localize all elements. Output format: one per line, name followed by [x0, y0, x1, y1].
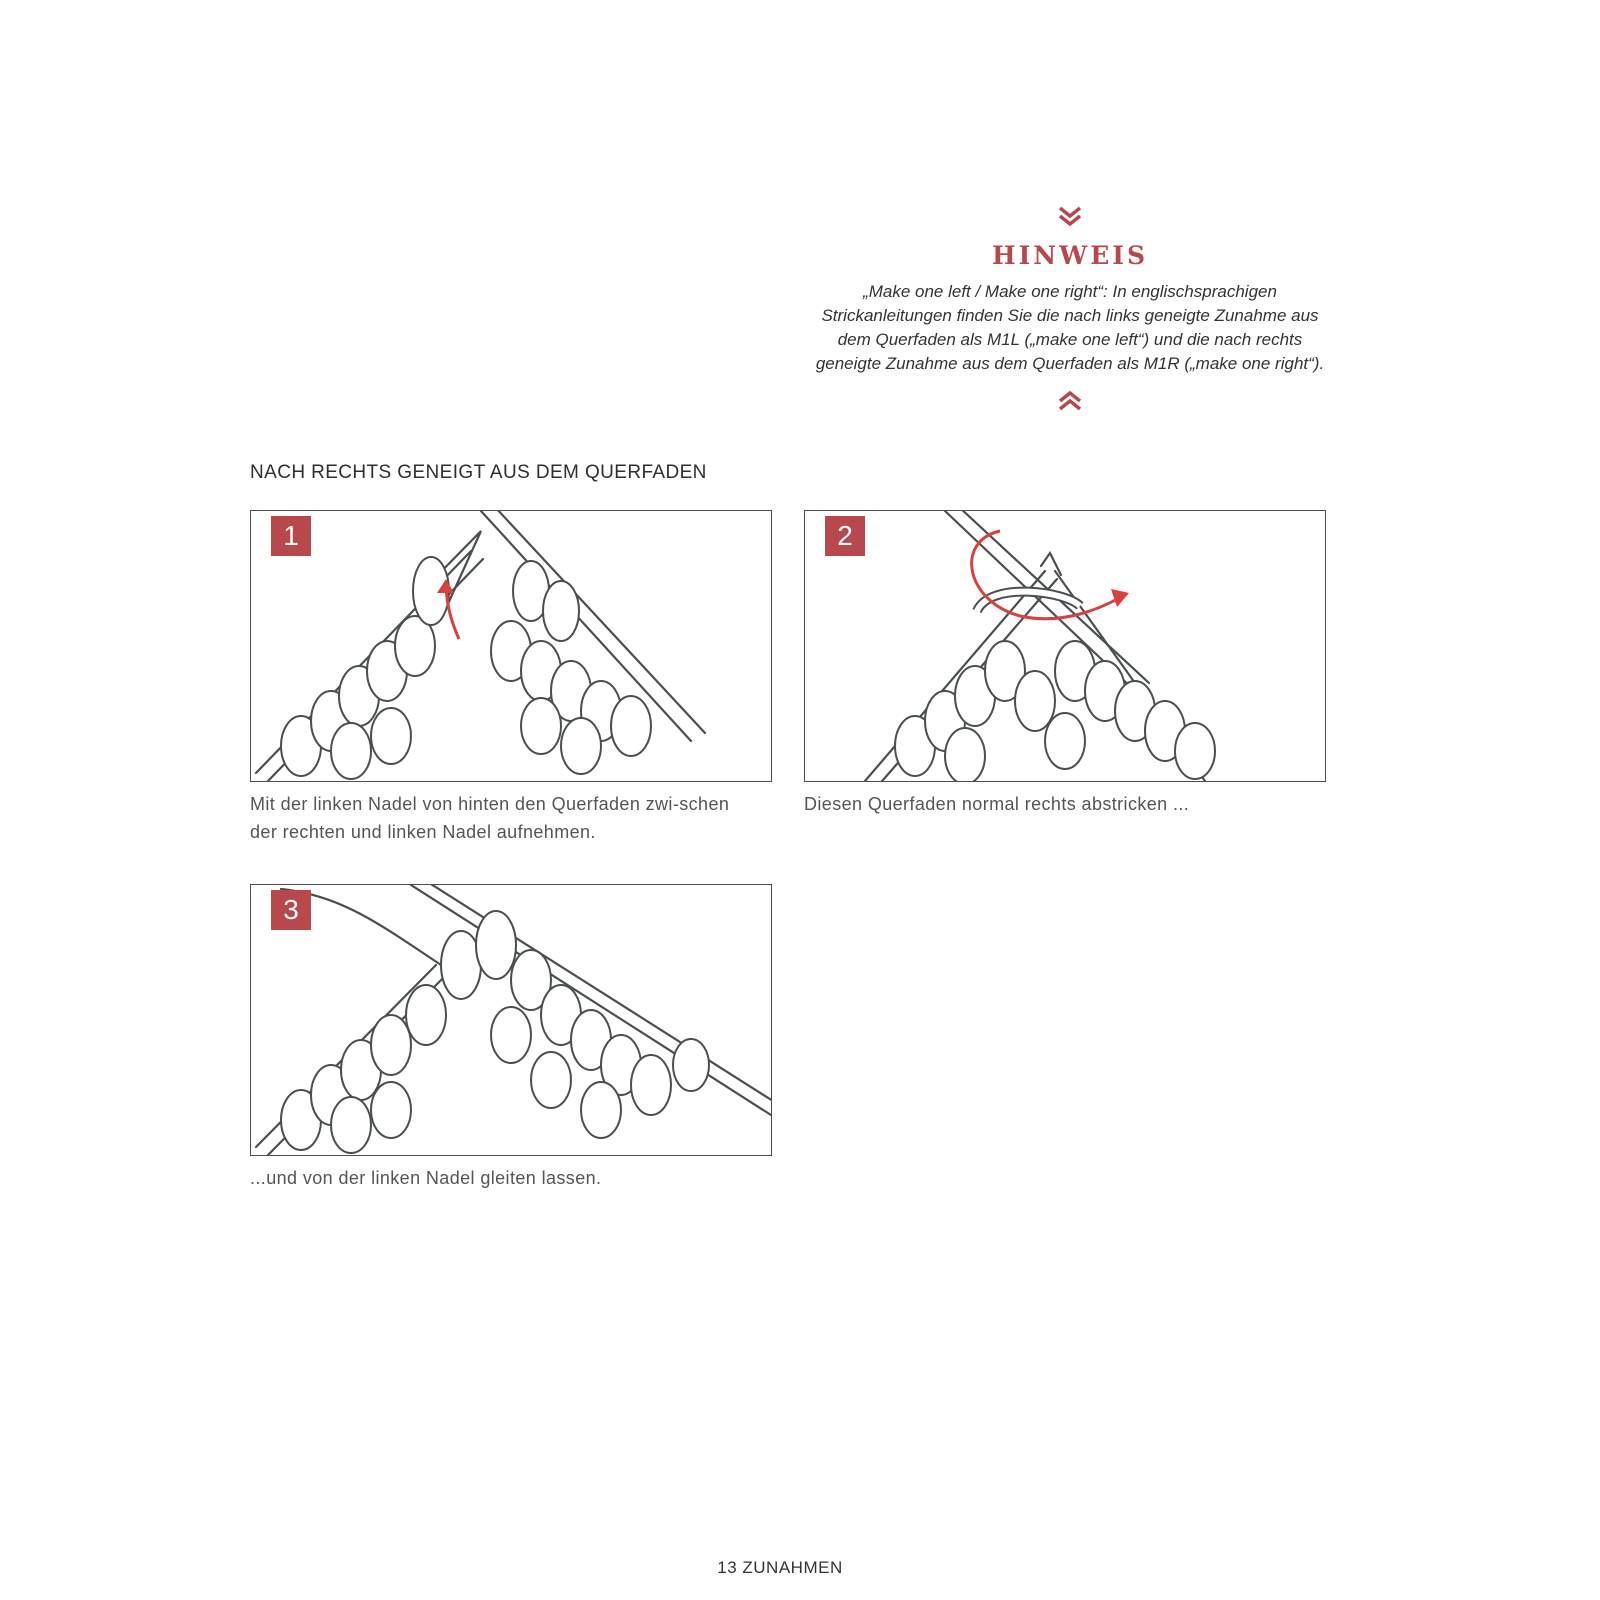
step-1-caption: Mit der linken Nadel von hinten den Querfaden zwi-schen der rechten und linken Nadel aufnehmen.	[250, 794, 730, 842]
chevron-down-icon	[1057, 205, 1083, 227]
knitting-illustration-1	[251, 511, 772, 782]
note-title: HINWEIS	[991, 241, 1149, 270]
step-1-badge: 1	[271, 516, 311, 556]
step-2-illustration	[804, 510, 1326, 782]
step-3-caption: ...und von der linken Nadel gleiten lassen.	[250, 1168, 602, 1188]
step-3-illustration	[250, 884, 772, 1156]
step-3-badge: 3	[271, 890, 311, 930]
note-box	[800, 205, 1340, 412]
step-2-badge: 2	[825, 516, 865, 556]
chevron-up-icon	[1057, 390, 1083, 412]
knitting-illustration-3	[251, 885, 772, 1156]
section-title: NACH RECHTS GENEIGT AUS DEM QUERFADEN	[250, 462, 707, 483]
knitting-illustration-2	[805, 511, 1326, 782]
page-footer: 13 ZUNAHMEN	[717, 1558, 843, 1577]
note-body: „Make one left / Make one right“: In englischsprachigen Strickanleitungen finden Sie die nach links geneigte Zunahme aus dem Querfaden als M1L („make one left“) und die nach rechts geneigte Zunahme aus dem Querfaden als M1R („make one right“).	[815, 282, 1325, 373]
step-1-illustration	[250, 510, 772, 782]
step-2-caption: Diesen Querfaden normal rechts abstricken ...	[804, 794, 1190, 814]
